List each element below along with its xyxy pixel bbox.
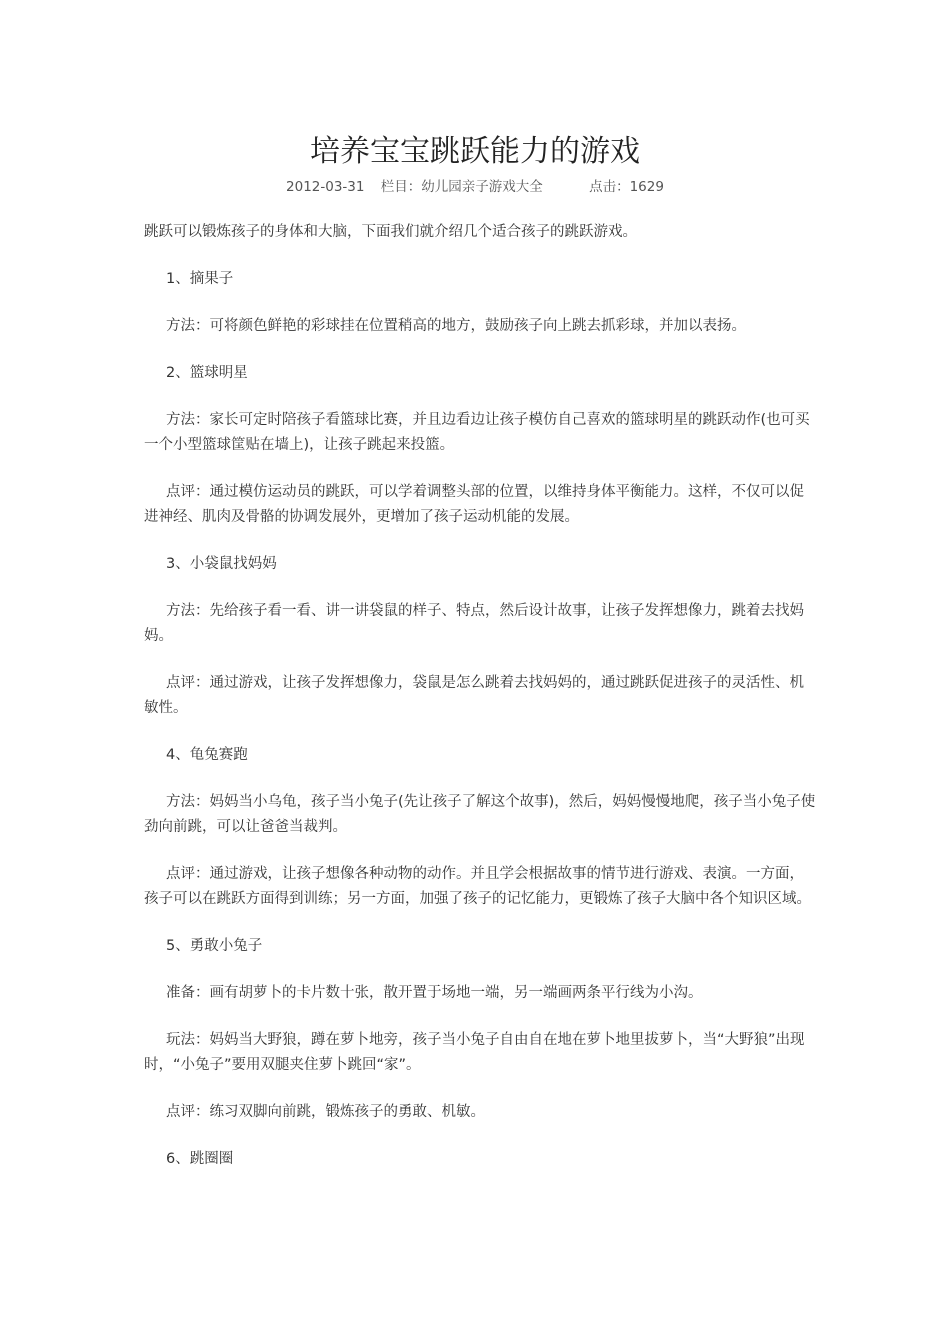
section-paragraph: 点评：通过游戏，让孩子想像各种动物的动作。并且学会根据故事的情节进行游戏、表演。一方面，孩子可以在跳跃方面得到训练；另一方面，加强了孩子的记忆能力，更锻炼了孩子大脑中各个知识区域。: [144, 866, 811, 907]
section-paragraph: 准备：画有胡萝卜的卡片数十张，散开置于场地一端，另一端画两条平行线为小沟。: [166, 985, 703, 1001]
section-paragraph: 点评：练习双脚向前跳，锻炼孩子的勇敢、机敏。: [166, 1104, 485, 1120]
section-heading: 3、小袋鼠找妈妈: [166, 556, 277, 572]
article-meta: [0, 176, 950, 198]
section-paragraph: 方法：先给孩子看一看、讲一讲袋鼠的样子、特点，然后设计故事，让孩子发挥想像力，跳着去找妈妈。: [144, 603, 804, 644]
section-paragraph: 方法：妈妈当小乌龟，孩子当小兔子(先让孩子了解这个故事)，然后，妈妈慢慢地爬，孩子当小兔子使劲向前跳，可以让爸爸当裁判。: [144, 794, 816, 835]
section-paragraph: 点评：通过模仿运动员的跳跃，可以学着调整头部的位置，以维持身体平衡能力。这样，不仅可以促进神经、肌肉及骨骼的协调发展外，更增加了孩子运动机能的发展。: [144, 484, 804, 525]
click-count: 点击：1629: [589, 179, 664, 195]
page-title: 培养宝宝跳跃能力的游戏: [310, 134, 640, 169]
section-paragraph: 玩法：妈妈当大野狼，蹲在萝卜地旁，孩子当小兔子自由自在地在萝卜地里拔萝卜，当“大野狼”出现时，“小兔子”要用双腿夹住萝卜跳回“家”。: [144, 1032, 805, 1073]
section-heading: 5、勇敢小兔子: [166, 938, 263, 954]
column-label: 栏目：幼儿园亲子游戏大全: [380, 179, 543, 195]
section-heading: 4、龟兔赛跑: [166, 747, 248, 763]
section-paragraph: 方法：可将颜色鲜艳的彩球挂在位置稍高的地方，鼓励孩子向上跳去抓彩球，并加以表扬。: [166, 318, 746, 334]
section-heading: 2、篮球明星: [166, 365, 248, 381]
article-body: [144, 220, 816, 1194]
intro-paragraph: 跳跃可以锻炼孩子的身体和大脑，下面我们就介绍几个适合孩子的跳跃游戏。: [144, 224, 637, 240]
section-paragraph: 点评：通过游戏，让孩子发挥想像力，袋鼠是怎么跳着去找妈妈的，通过跳跃促进孩子的灵活性、机敏性。: [144, 675, 804, 716]
section-paragraph: 方法：家长可定时陪孩子看篮球比赛，并且边看边让孩子模仿自己喜欢的篮球明星的跳跃动作(也可买一个小型篮球筐贴在墙上)，让孩子跳起来投篮。: [144, 412, 810, 453]
publish-date: 2012-03-31: [286, 179, 365, 195]
section-heading: 1、摘果子: [166, 271, 234, 287]
section-heading: 6、跳圈圈: [166, 1151, 234, 1167]
